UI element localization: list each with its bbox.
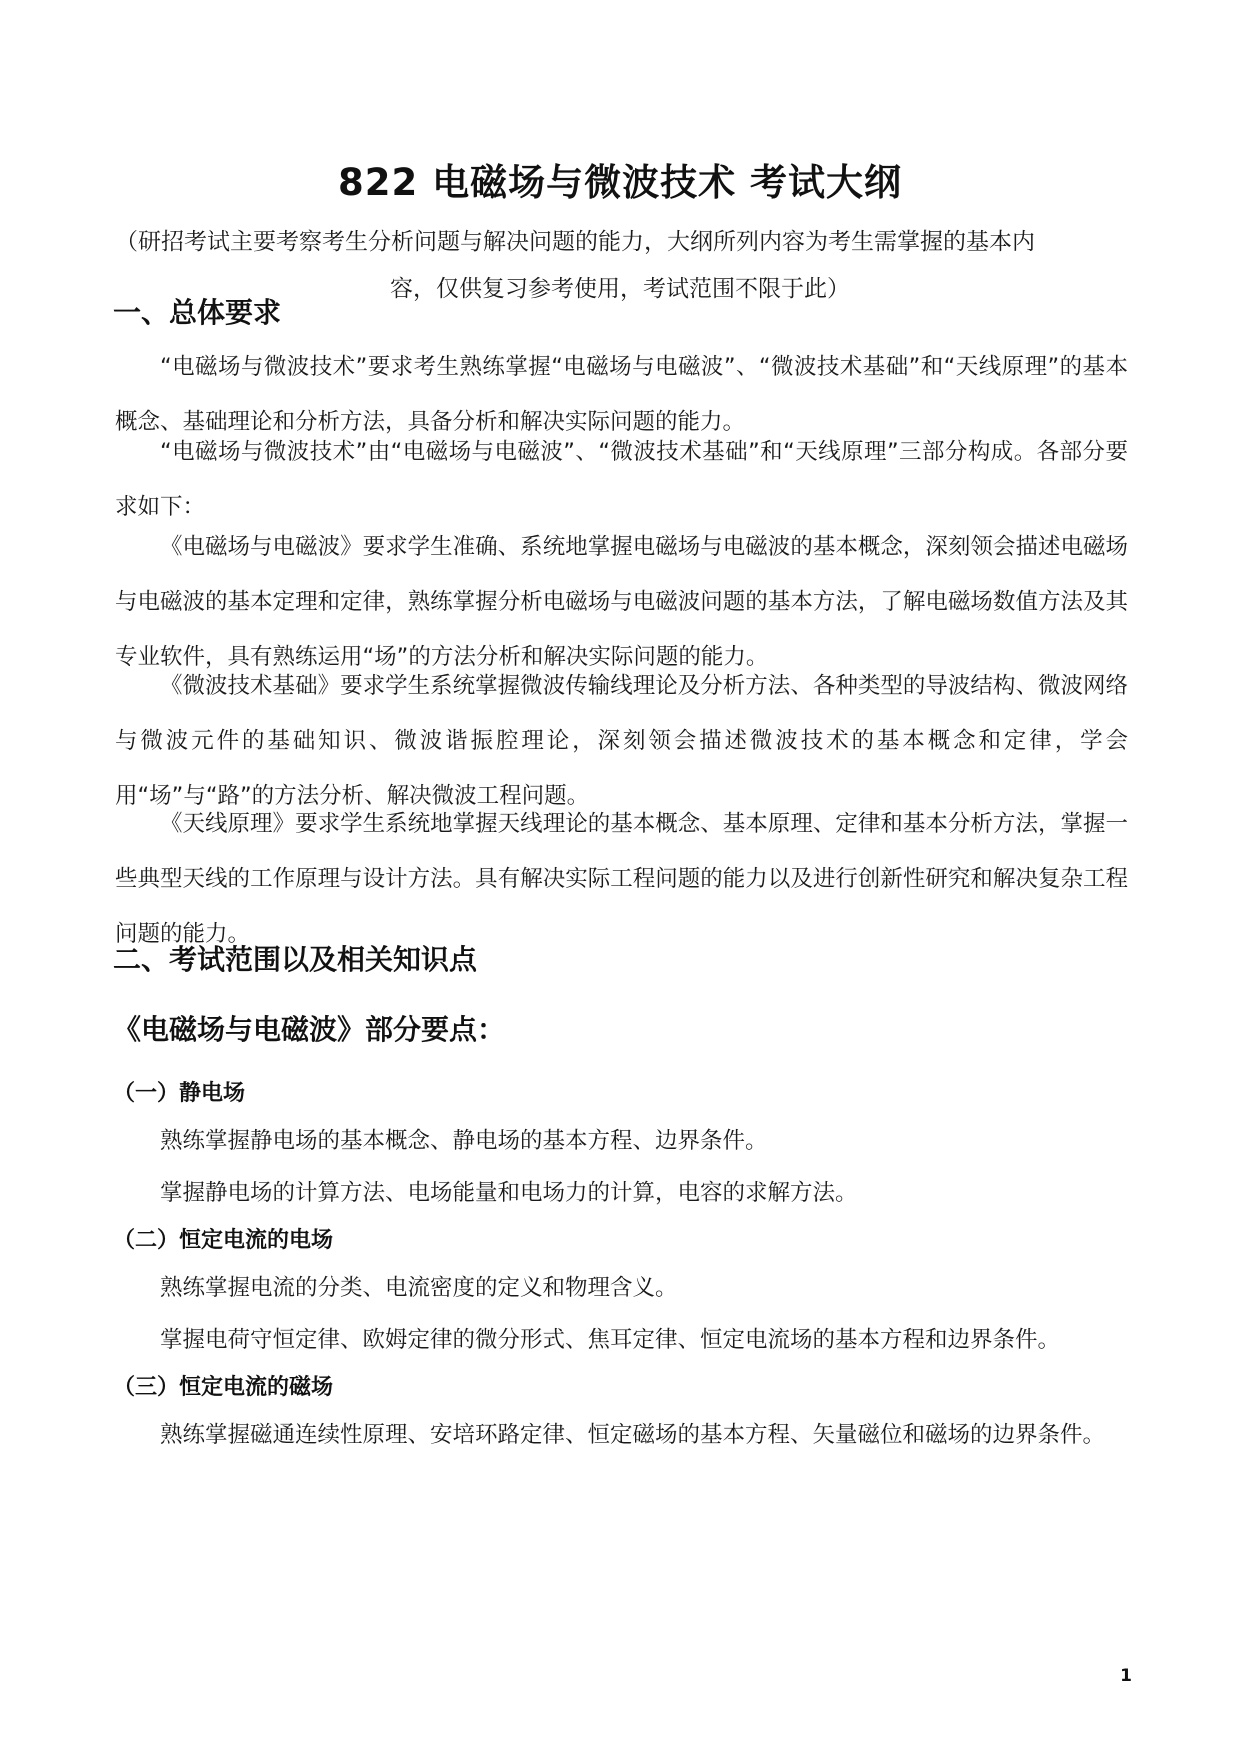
subsection-electrostatic-heading: （一）静电场 xyxy=(113,1081,246,1106)
subsection-steady-magnetic-field-heading: （三）恒定电流的磁场 xyxy=(113,1375,334,1400)
section-1-heading: 一、总体要求 xyxy=(113,296,282,329)
subsection-steady-current-field-heading: （二）恒定电流的电场 xyxy=(113,1228,334,1253)
section-2-heading: 二、考试范围以及相关知识点 xyxy=(113,943,478,976)
em-field-requirement-paragraph: 《电磁场与电磁波》要求学生准确、系统地掌握电磁场与电磁波的基本概念，深刻领会描述电磁场与电磁波的基本定理和定律，熟练掌握分析电磁场与电磁波问题的基本方法，了解电磁场数值方法及其专业软件，具有熟练运用“场”的方法分析和解决实际问题的能力。 xyxy=(115,534,1128,670)
composition-paragraph: “电磁场与微波技术”由“电磁场与电磁波”、“微波技术基础”和“天线原理”三部分构成。各部分要求如下： xyxy=(115,439,1128,520)
document-title: 822 电磁场与微波技术 考试大纲 xyxy=(338,161,902,204)
page-number: 1 xyxy=(1120,1666,1132,1686)
list-item: 熟练掌握电流的分类、电流密度的定义和物理含义。 xyxy=(160,1275,678,1301)
microwave-requirement-paragraph: 《微波技术基础》要求学生系统掌握微波传输线理论及分析方法、各种类型的导波结构、微波网络与微波元件的基础知识、微波谐振腔理论，深刻领会描述微波技术的基本概念和定律，学会用“场”与“路”的方法分析、解决微波工程问题。 xyxy=(115,673,1128,809)
list-item: 掌握电荷守恒定律、欧姆定律的微分形式、焦耳定律、恒定电流场的基本方程和边界条件。 xyxy=(160,1327,1061,1353)
em-part-heading: 《电磁场与电磁波》部分要点： xyxy=(113,1013,506,1046)
list-item: 熟练掌握静电场的基本概念、静电场的基本方程、边界条件。 xyxy=(160,1128,768,1154)
list-item: 熟练掌握磁通连续性原理、安培环路定律、恒定磁场的基本方程、矢量磁位和磁场的边界条件。 xyxy=(160,1422,1106,1448)
exam-note-line-1: （研招考试主要考察考生分析问题与解决问题的能力，大纲所列内容为考生需掌握的基本内 xyxy=(115,229,1035,255)
list-item: 掌握静电场的计算方法、电场能量和电场力的计算，电容的求解方法。 xyxy=(160,1180,858,1206)
exam-note-line-2: 容，仅供复习参考使用，考试范围不限于此） xyxy=(390,276,850,302)
antenna-requirement-paragraph: 《天线原理》要求学生系统地掌握天线理论的基本概念、基本原理、定律和基本分析方法，掌握一些典型天线的工作原理与设计方法。具有解决实际工程问题的能力以及进行创新性研究和解决复杂工程问题的能力。 xyxy=(115,811,1128,947)
general-requirement-paragraph: “电磁场与微波技术”要求考生熟练掌握“电磁场与电磁波”、“微波技术基础”和“天线原理”的基本概念、基础理论和分析方法，具备分析和解决实际问题的能力。 xyxy=(115,354,1128,435)
